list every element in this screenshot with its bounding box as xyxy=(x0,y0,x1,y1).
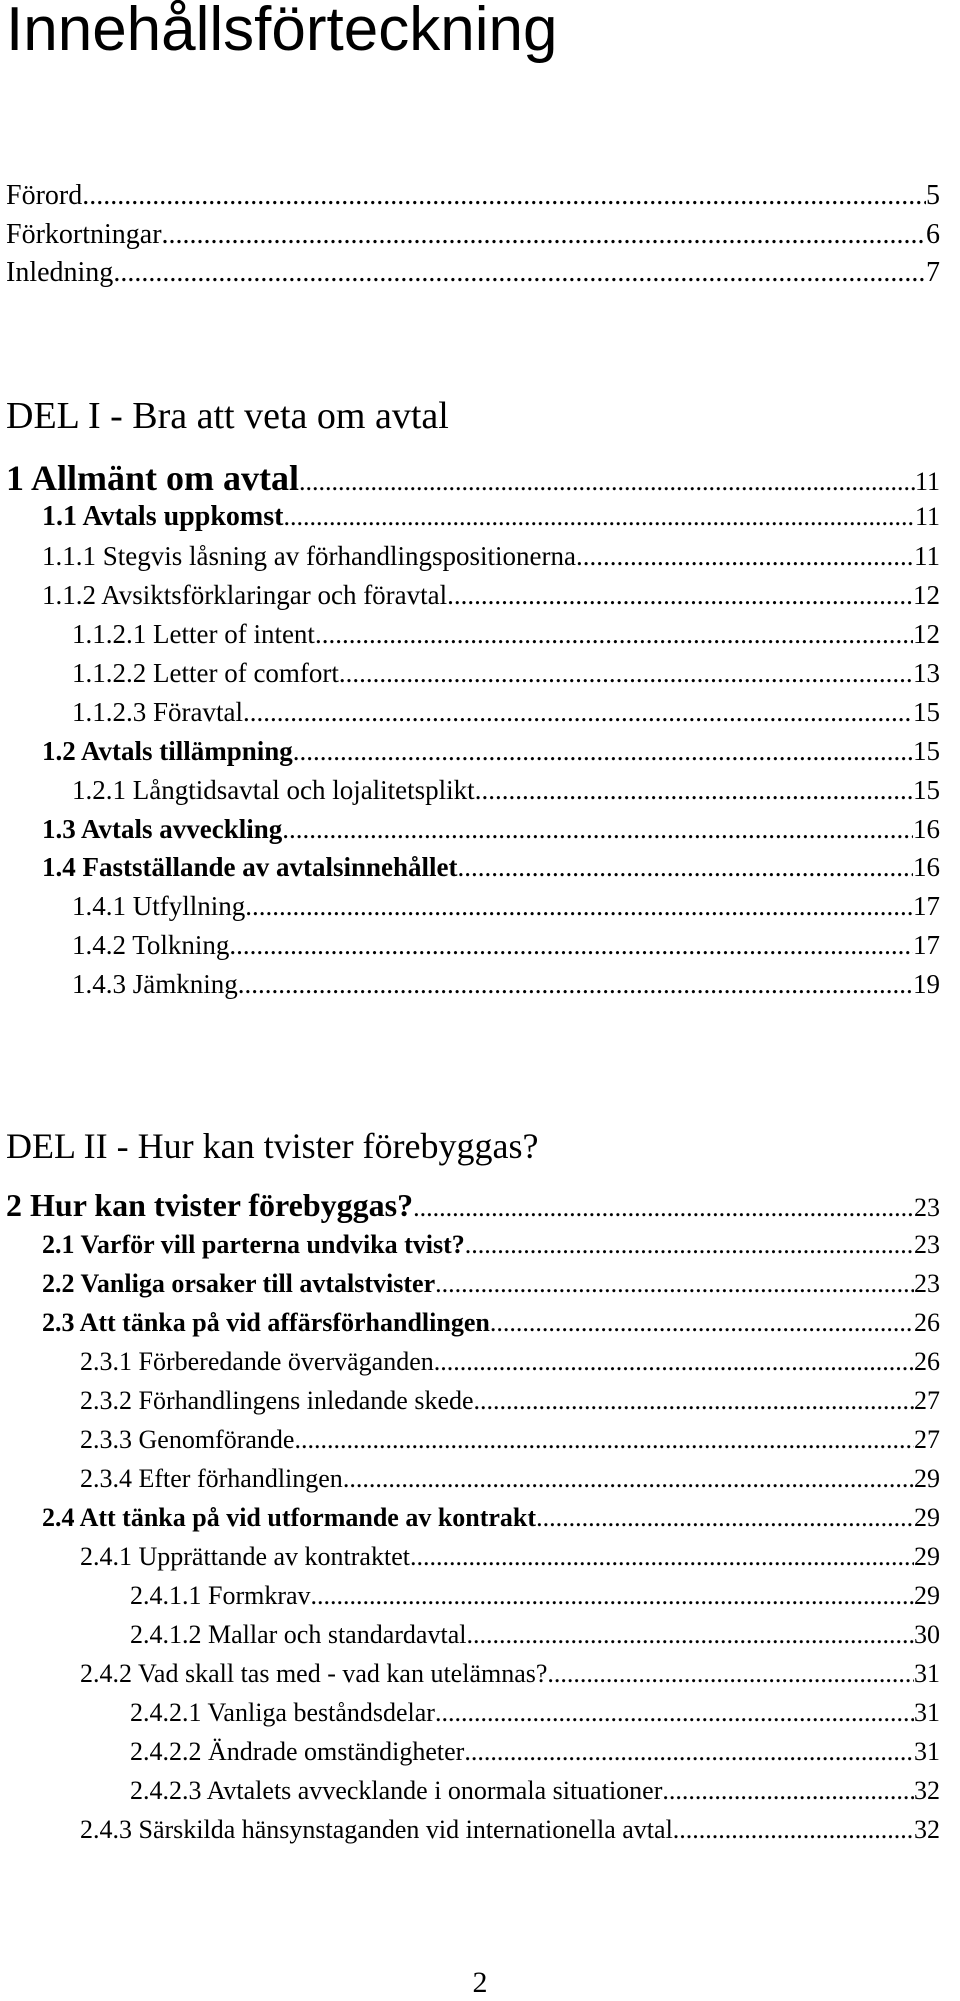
toc-entry-section[interactable] xyxy=(42,734,940,768)
toc-entry-subsection[interactable] xyxy=(80,1657,940,1691)
toc-entry-label: 2.3.3 Genomförande xyxy=(80,1425,295,1454)
toc-entry-label: 1.4.3 Jämkning xyxy=(72,969,238,999)
leader-dots xyxy=(465,1228,914,1262)
toc-entry-page: 26 xyxy=(914,1347,940,1376)
page-number: 2 xyxy=(472,1966,488,1999)
leader-dots xyxy=(662,1774,914,1808)
toc-entry-page: 17 xyxy=(913,930,940,960)
toc-entry-subsection[interactable] xyxy=(80,1540,940,1574)
toc-entry-page: 17 xyxy=(913,891,940,921)
toc-entry-page: 26 xyxy=(914,1308,940,1337)
toc-entry-page: 23 xyxy=(914,1269,940,1298)
toc-entry-page: 29 xyxy=(914,1581,940,1610)
toc-entry-subsubsection[interactable] xyxy=(130,1696,940,1730)
toc-entry-forord[interactable] xyxy=(6,178,940,214)
leader-dots xyxy=(466,1618,914,1652)
leader-dots xyxy=(282,812,913,846)
toc-entry-chapter[interactable] xyxy=(6,458,940,502)
leader-dots xyxy=(458,850,913,884)
toc-entry-label: 2.3 Att tänka på vid affärsförhandlingen xyxy=(42,1308,490,1337)
toc-entry-page: 19 xyxy=(913,969,940,999)
toc-entry-section[interactable] xyxy=(42,500,940,534)
leader-dots xyxy=(113,255,926,291)
toc-entry-label: 1.1.2.2 Letter of comfort xyxy=(72,658,339,688)
toc-entry-page: 11 xyxy=(914,467,940,496)
toc-entry-label: Inledning xyxy=(6,257,114,288)
leader-dots xyxy=(547,1657,914,1691)
toc-entry-page: 7 xyxy=(926,257,940,288)
toc-entry-label: Förkortningar xyxy=(6,219,162,250)
leader-dots xyxy=(243,695,913,729)
page-title: Innehållsförteckning xyxy=(6,0,558,64)
toc-entry-label: 2.1 Varför vill parterna undvika tvist? xyxy=(42,1230,465,1259)
leader-dots xyxy=(293,734,913,768)
leader-dots xyxy=(294,1423,914,1457)
toc-entry-page: 29 xyxy=(914,1542,940,1571)
toc-entry-label: 2.4 Att tänka på vid utformande av kontrakt xyxy=(42,1503,537,1532)
toc-entry-subsection[interactable] xyxy=(42,539,940,573)
part-heading: DEL I - Bra att veta om avtal xyxy=(6,395,449,437)
toc-entry-label: 2.4.3 Särskilda hänsynstaganden vid internationella avtal xyxy=(80,1815,673,1844)
toc-entry-label: 2.3.2 Förhandlingens inledande skede xyxy=(80,1386,474,1415)
leader-dots xyxy=(434,1345,914,1379)
toc-entry-subsection[interactable] xyxy=(42,578,940,612)
toc-entry-page: 11 xyxy=(914,502,940,531)
toc-entry-subsubsection[interactable] xyxy=(72,617,940,651)
leader-dots xyxy=(576,539,914,573)
toc-entry-label: 2.4.2.1 Vanliga beståndsdelar xyxy=(130,1698,435,1727)
toc-entry-subsubsection[interactable] xyxy=(72,656,940,690)
toc-entry-page: 16 xyxy=(913,852,940,882)
toc-entry-page: 30 xyxy=(914,1620,940,1649)
toc-entry-subsection[interactable] xyxy=(72,773,940,807)
toc-entry-page: 32 xyxy=(914,1815,940,1844)
toc-entry-page: 31 xyxy=(914,1659,940,1688)
toc-entry-page: 23 xyxy=(914,1193,940,1222)
toc-entry-label: 2.4.2.2 Ändrade omständigheter xyxy=(130,1737,465,1766)
toc-entry-label: 2.4.1 Upprättande av kontraktet xyxy=(80,1542,410,1571)
toc-entry-label: 2.4.2 Vad skall tas med - vad kan utelämnas? xyxy=(80,1659,548,1688)
toc-entry-page: 27 xyxy=(914,1386,940,1415)
toc-entry-page: 31 xyxy=(914,1737,940,1766)
toc-entry-page: 16 xyxy=(913,814,940,844)
toc-entry-subsubsection[interactable] xyxy=(130,1618,940,1652)
leader-dots xyxy=(413,1189,914,1227)
toc-entry-section[interactable] xyxy=(42,1228,940,1262)
toc-entry-section[interactable] xyxy=(42,1306,940,1340)
leader-dots xyxy=(475,773,913,807)
leader-dots xyxy=(536,1501,914,1535)
leader-dots xyxy=(238,967,913,1001)
leader-dots xyxy=(245,889,913,923)
toc-entry-label: Förord xyxy=(6,180,83,211)
toc-entry-page: 23 xyxy=(914,1230,940,1259)
leader-dots xyxy=(673,1813,914,1847)
toc-entry-page: 13 xyxy=(913,658,940,688)
toc-entry-page: 15 xyxy=(913,697,940,727)
leader-dots xyxy=(82,178,926,214)
toc-entry-page: 32 xyxy=(914,1776,940,1805)
toc-entry-subsection[interactable] xyxy=(80,1345,940,1379)
toc-entry-label: 1 Allmänt om avtal xyxy=(6,458,299,498)
toc-entry-page: 29 xyxy=(914,1464,940,1493)
toc-entry-section[interactable] xyxy=(42,1267,940,1301)
leader-dots xyxy=(447,578,913,612)
toc-entry-label: 2.3.1 Förberedande överväganden xyxy=(80,1347,434,1376)
toc-entry-section[interactable] xyxy=(42,850,940,884)
toc-entry-label: 1.4.1 Utfyllning xyxy=(72,891,246,921)
toc-entry-page: 15 xyxy=(913,736,940,766)
toc-entry-label: 1.2.1 Långtidsavtal och lojalitetsplikt xyxy=(72,775,475,805)
toc-entry-subsubsection[interactable] xyxy=(130,1774,940,1808)
toc-entry-label: 2.4.2.3 Avtalets avvecklande i onormala situationer xyxy=(130,1776,663,1805)
toc-entry-label: 1.1 Avtals uppkomst xyxy=(42,501,284,532)
toc-entry-label: 2 Hur kan tvister förebyggas? xyxy=(6,1187,414,1223)
leader-dots xyxy=(229,928,913,962)
leader-dots xyxy=(410,1540,914,1574)
toc-entry-label: 1.4.2 Tolkning xyxy=(72,930,230,960)
leader-dots xyxy=(299,462,915,502)
toc-entry-subsubsection[interactable] xyxy=(130,1579,940,1613)
toc-entry-chapter[interactable] xyxy=(6,1186,940,1227)
leader-dots xyxy=(339,656,913,690)
toc-entry-label: 2.3.4 Efter förhandlingen xyxy=(80,1464,343,1493)
toc-entry-subsection[interactable] xyxy=(72,889,940,923)
leader-dots xyxy=(435,1696,914,1730)
toc-entry-label: 1.1.2.3 Föravtal xyxy=(72,697,243,727)
toc-entry-page: 29 xyxy=(914,1503,940,1532)
toc-entry-label: 1.4 Fastställande av avtalsinnehållet xyxy=(42,852,458,882)
toc-entry-page: 31 xyxy=(914,1698,940,1727)
toc-entry-subsection[interactable] xyxy=(80,1813,940,1847)
leader-dots xyxy=(464,1735,914,1769)
toc-entry-forkortningar[interactable] xyxy=(6,217,940,253)
toc-entry-subsection[interactable] xyxy=(80,1423,940,1457)
toc-entry-section[interactable] xyxy=(42,1501,940,1535)
toc-entry-page: 12 xyxy=(913,619,940,649)
toc-entry-subsubsection[interactable] xyxy=(72,695,940,729)
part-heading: DEL II - Hur kan tvister förebyggas? xyxy=(6,1126,539,1166)
leader-dots xyxy=(162,217,926,253)
toc-entry-page: 12 xyxy=(913,580,940,610)
toc-entry-label: 1.1.2.1 Letter of intent xyxy=(72,619,315,649)
leader-dots xyxy=(343,1462,914,1496)
toc-entry-label: 1.1.1 Stegvis låsning av förhandlingspositionerna xyxy=(42,541,576,571)
toc-entry-subsection[interactable] xyxy=(72,967,940,1001)
toc-entry-subsection[interactable] xyxy=(72,928,940,962)
toc-entry-subsection[interactable] xyxy=(80,1384,940,1418)
leader-dots xyxy=(283,500,915,534)
toc-entry-page: 15 xyxy=(913,775,940,805)
leader-dots xyxy=(474,1384,914,1418)
toc-entry-label: 1.3 Avtals avveckling xyxy=(42,814,283,844)
toc-entry-label: 2.4.1.2 Mallar och standardavtal xyxy=(130,1620,467,1649)
toc-entry-page: 6 xyxy=(926,219,940,250)
toc-entry-label: 1.2 Avtals tillämpning xyxy=(42,736,293,766)
leader-dots xyxy=(435,1267,914,1301)
toc-entry-subsubsection[interactable] xyxy=(130,1735,940,1769)
toc-entry-page: 27 xyxy=(914,1425,940,1454)
leader-dots xyxy=(315,617,913,651)
toc-entry-label: 2.4.1.1 Formkrav xyxy=(130,1581,311,1610)
toc-entry-label: 1.1.2 Avsiktsförklaringar och föravtal xyxy=(42,580,448,610)
leader-dots xyxy=(490,1306,914,1340)
toc-entry-section[interactable] xyxy=(42,812,940,846)
toc-entry-label: 2.2 Vanliga orsaker till avtalstvister xyxy=(42,1269,436,1298)
toc-entry-page: 11 xyxy=(914,541,940,571)
toc-entry-page: 5 xyxy=(926,180,940,211)
toc-entry-subsection[interactable] xyxy=(80,1462,940,1496)
toc-entry-inledning[interactable] xyxy=(6,255,940,291)
leader-dots xyxy=(311,1579,914,1613)
